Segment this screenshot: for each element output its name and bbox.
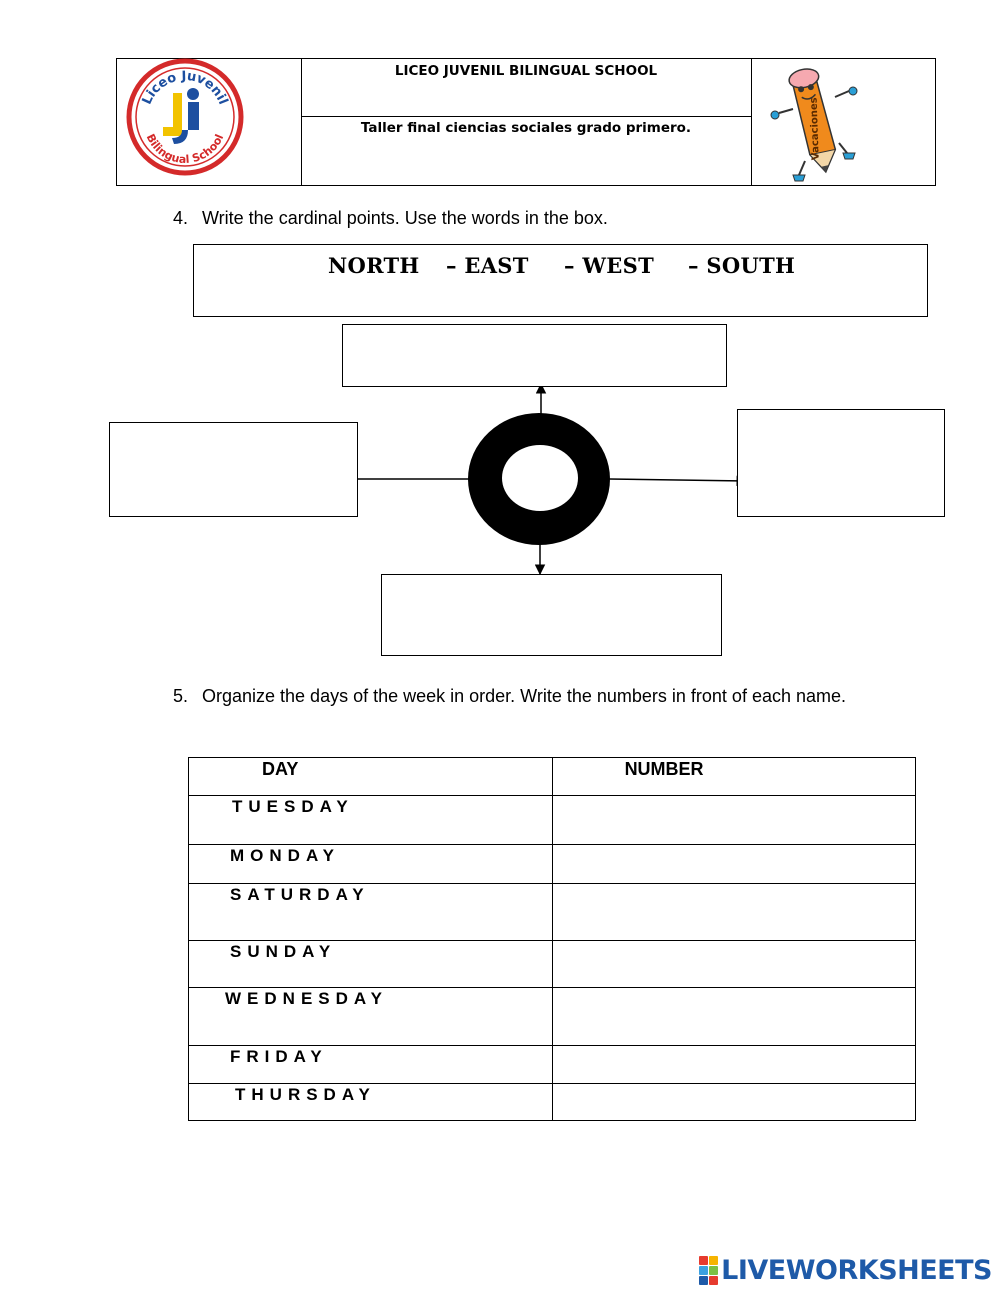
word-north: NORTH [328, 253, 420, 278]
header-day: DAY [189, 758, 553, 796]
table-row [189, 796, 916, 845]
number-input-cell[interactable] [552, 884, 915, 941]
day-cell: THURSDAY [189, 1084, 553, 1121]
day-cell: TUESDAY [189, 796, 553, 845]
question-number: 4. [173, 208, 189, 228]
day-cell: MONDAY [189, 845, 553, 884]
table-row [189, 941, 916, 988]
liveworksheets-logo[interactable] [699, 1254, 992, 1286]
question-number: 5. [173, 686, 189, 706]
logo-top-text: Liceo Juvenil [139, 68, 231, 107]
days-table [188, 757, 916, 1121]
table-row [189, 845, 916, 884]
table-row [189, 884, 916, 941]
brand-blocks-icon [699, 1256, 718, 1285]
word-south: – SOUTH [688, 253, 796, 278]
day-cell: SUNDAY [189, 941, 553, 988]
header-number: NUMBER [552, 758, 915, 796]
table-row [189, 988, 916, 1046]
table-row [189, 1084, 916, 1121]
mascot-text: Vacaciones [808, 97, 822, 161]
school-name: LICEO JUVENIL BILINGUAL SCHOOL [394, 63, 658, 79]
day-cell: SATURDAY [189, 884, 553, 941]
number-input-cell[interactable] [552, 796, 915, 845]
answer-box-north[interactable] [342, 324, 727, 387]
day-cell: FRIDAY [189, 1046, 553, 1084]
number-input-cell[interactable] [552, 845, 915, 884]
answer-box-east[interactable] [737, 409, 945, 517]
table-header-row [189, 758, 916, 796]
word-west: – WEST [564, 253, 654, 278]
answer-box-south[interactable] [381, 574, 722, 656]
arrow-right [609, 479, 746, 481]
answer-box-west[interactable] [109, 422, 358, 517]
question-text: Write the cardinal points. Use the words in the box. [202, 208, 608, 228]
number-input-cell[interactable] [552, 988, 915, 1046]
logo-bottom-text: Bilingual School [143, 131, 227, 167]
number-input-cell[interactable] [552, 1046, 915, 1084]
number-input-cell[interactable] [552, 941, 915, 988]
course-title: Taller final ciencias sociales grado primero. [360, 120, 692, 136]
number-input-cell[interactable] [552, 1084, 915, 1121]
day-cell: WEDNESDAY [189, 988, 553, 1046]
compass-center [502, 445, 578, 511]
brand-name: LIVEWORKSHEETS [721, 1254, 992, 1286]
word-east: – EAST [446, 253, 529, 278]
question-5 [173, 684, 873, 736]
question-text: Organize the days of the week in order. Write the numbers in front of each name. [202, 686, 847, 706]
table-row [189, 1046, 916, 1084]
